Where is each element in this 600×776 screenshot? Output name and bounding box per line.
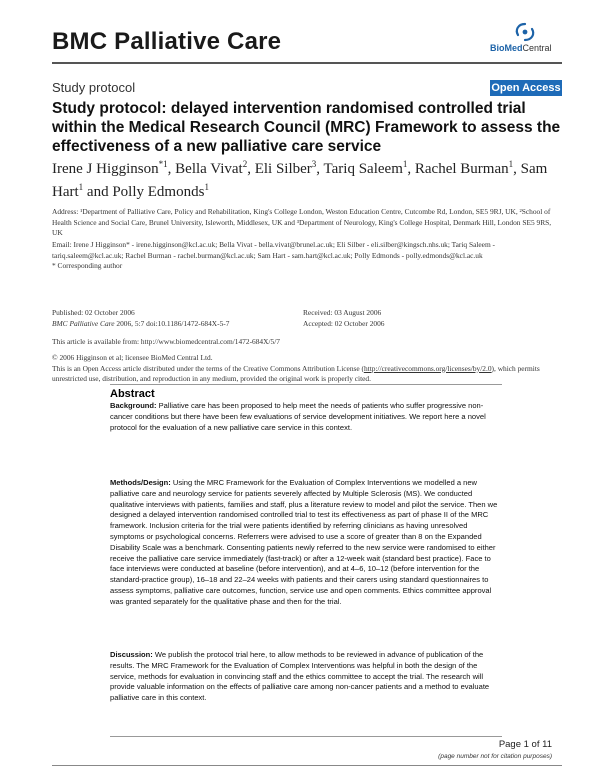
author-affiliation: 2 xyxy=(242,159,248,169)
copyright-block xyxy=(52,353,562,385)
discussion-text: We publish the protocol trial here, to allow methods to be reviewed in advance of publication of the results. The MRC Framework for the Evaluation of Complex Interventions was helpful in both the design of the service, methods for evaluation in convincing staff and the ethics committee to accept the trial. The research will provide valuable information on the effects of palliative care among non-cancer patients and a method to evaluate palliative care in this context. xyxy=(110,650,490,703)
publisher-name-bold: BioMed xyxy=(490,43,523,53)
abstract-heading: Abstract xyxy=(110,388,155,400)
author-affiliation: 1 xyxy=(78,182,84,192)
publisher-logo xyxy=(490,22,560,54)
author-affiliation: *1 xyxy=(158,159,168,169)
publisher-logo-mark-icon xyxy=(512,22,538,42)
published-date: Published: 02 October 2006 xyxy=(52,308,135,317)
author-list: Irene J Higginson$^{*1}$, Bella Vivat$^2$, Eli Silber$^3$, Tariq Saleem$^1$, Rachel Burman$^1$, Sam Hart$^1$ and Polly Edmonds$^1$ xyxy=(52,159,548,200)
article-url[interactable]: This article is available from: http://www.biomedcentral.com/1472-684X/5/7 xyxy=(52,337,280,346)
citation-journal: BMC Palliative Care xyxy=(52,318,115,328)
received-accepted-info xyxy=(303,308,553,329)
article-title: Study protocol: delayed intervention randomised controlled trial within the Medical Research Council (MRC) Framework to assess the effectiveness of a new palliative care service xyxy=(52,100,561,155)
accepted-date: Accepted: 02 October 2006 xyxy=(303,318,385,328)
page-number-note: (page number not for citation purposes) xyxy=(438,753,552,760)
citation-details: 2006, 5:7 doi:10.1186/1472-684X-5-7 xyxy=(114,318,230,328)
author-affiliation: 1 xyxy=(508,159,514,169)
received-date: Received: 03 August 2006 xyxy=(303,308,382,317)
background-text: Palliative care has been proposed to help meet the needs of patients who suffer progressive non-cancer conditions but there have been few evaluations of service development initiatives. We report here a novel protocol for the evaluation of a new palliative care service in this context. xyxy=(110,401,486,432)
background-label: Background: xyxy=(110,401,157,410)
methods-label: Methods/Design: xyxy=(110,478,171,487)
footer-rule xyxy=(52,765,562,766)
publication-info xyxy=(52,308,282,329)
citation xyxy=(52,319,282,330)
header-rule xyxy=(52,62,562,64)
author-name: Polly Edmonds xyxy=(112,184,205,200)
article-type: Study protocol xyxy=(52,80,136,95)
abstract-top-rule xyxy=(110,384,502,385)
discussion-label: Discussion: xyxy=(110,650,153,659)
author-name: Eli Silber xyxy=(254,161,312,177)
license-pre: This is an Open Access article distributed under the terms of the Creative Commons Attribution License ( xyxy=(52,363,364,373)
email-list: Email: Irene J Higginson* - irene.higginson@kcl.ac.uk; Bella Vivat - bella.vivat@brunel.ac.uk; Eli Silber - eli.silber@kingsch.nhs.uk; Tariq Saleem - tariq.saleem@kcl.ac.uk; Rachel Burman - rachel.burman@kcl.ac.uk; Sam Hart - sam.hart@kcl.ac.uk; Polly Edmonds - polly.edmonds@kcl.ac.uk xyxy=(52,240,496,260)
abstract-methods xyxy=(110,478,502,608)
author-name: Bella Vivat xyxy=(175,161,243,177)
corresponding-author-note: * Corresponding author xyxy=(52,261,123,270)
author-addresses: Address: ¹Department of Palliative Care, Policy and Rehabilitation, King's College London, Weston Education Centre, Cutcombe Rd, London, SE5 9RJ, UK, ²School of Health Science and Social Care, Brunel University, Isleworth, Middlesex, UK and ³Department of Neurology, King's College Hospital, Denmark Hill, London SE5 9RS, UK xyxy=(52,207,552,237)
author-affiliation: 3 xyxy=(311,159,317,169)
license-text xyxy=(52,364,562,385)
author-affiliation: 1 xyxy=(204,182,209,192)
author-name: Irene J Higginson xyxy=(52,161,159,177)
author-name: Tariq Saleem xyxy=(323,161,403,177)
license-post: ), which permits unrestricted use, distribution, and reproduction in any medium, provided the original work is properly cited. xyxy=(52,363,540,383)
publisher-name xyxy=(490,43,552,53)
methods-text: Using the MRC Framework for the Evaluation of Complex Interventions we modelled a new palliative care and neurology service for patients severely affected by Multiple Sclerosis (MS). We conducted qualitative interviews with patients, families and staff, plus a literature review to model and pilot the service. Then we designed a delayed intervention randomised controlled trial to test its effectiveness as part of phase II of the MRC framework. Inclusion criteria for the trial were patients identified by referring clinicians as having unresolved symptoms or psychological concerns. Referrers were advised to use a score of greater than 8 on the Expanded Disability Scale was a benchmark. Consenting patients newly referred to the new service were randomised to either receive the palliative care service immediately (fast-track) or after a 12-week wait (standard best practice). Face to face interviews were conducted at baseline (before intervention), and at 4–6, 10–12 (before intervention for the standard-practice group), 16–18 and 22–24 weeks with patients and their carers using standard questionnaires to assess symptoms, palliative care outcomes, function, service use and open comments. Ethics committee approval was granted separately for the qualitative phase and then for the trial. xyxy=(110,478,498,606)
abstract-discussion xyxy=(110,650,502,704)
author-affiliation: 1 xyxy=(402,159,408,169)
page-number: Page 1 of 11 xyxy=(498,739,552,750)
author-name: Sam Hart xyxy=(52,161,548,200)
copyright-line: © 2006 Higginson et al; licensee BioMed Central Ltd. xyxy=(52,353,213,362)
publisher-name-rest: Central xyxy=(522,43,552,53)
abstract-bottom-rule xyxy=(110,736,502,737)
abstract-background xyxy=(110,401,502,433)
author-emails xyxy=(52,240,562,272)
journal-title: BMC Palliative Care xyxy=(52,28,282,55)
author-name: Rachel Burman xyxy=(414,161,509,177)
open-access-badge: Open Access xyxy=(491,82,561,94)
license-link[interactable]: http://creativecommons.org/licenses/by/2.0 xyxy=(363,363,492,373)
